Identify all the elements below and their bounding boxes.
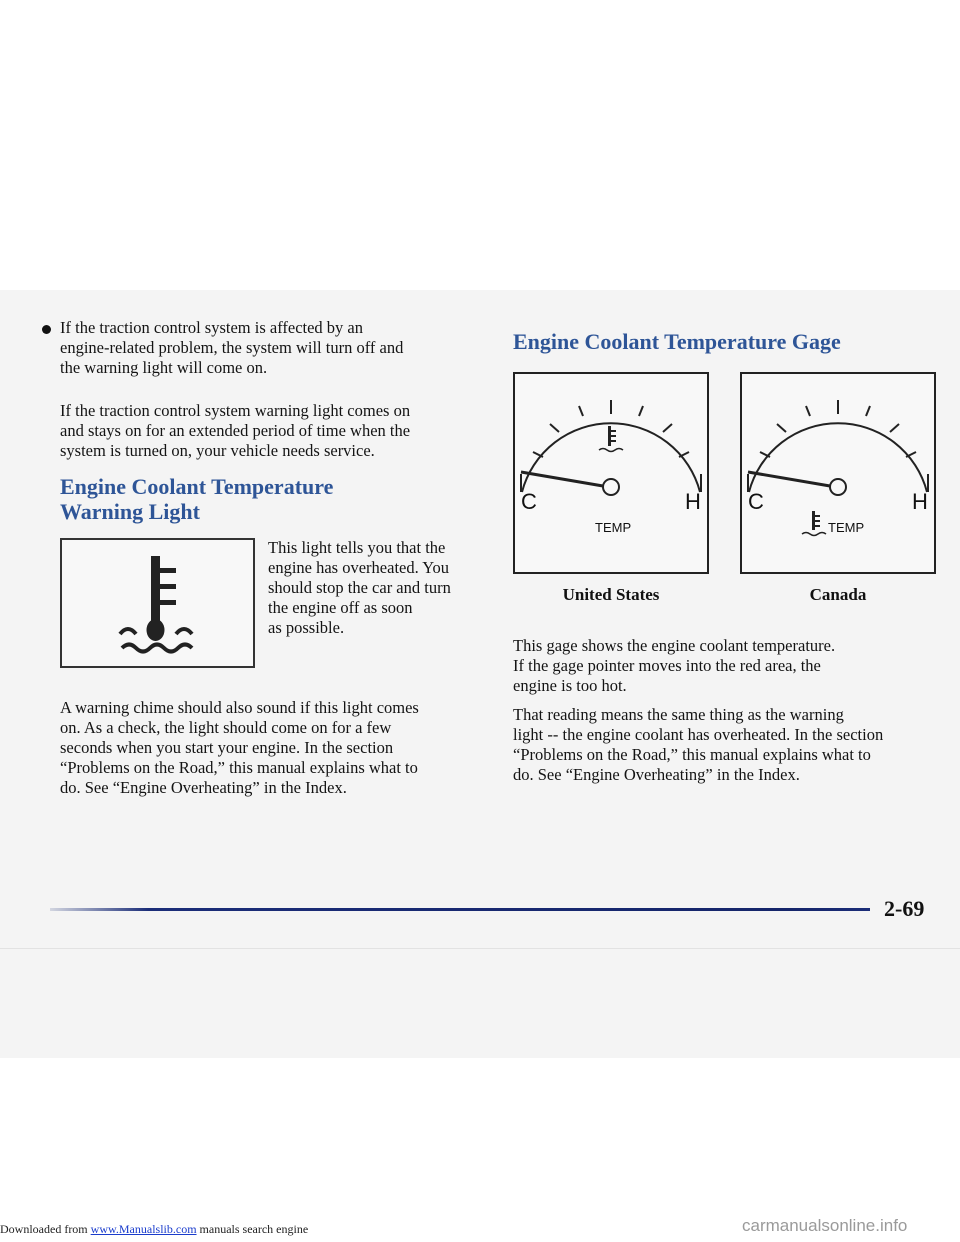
paragraph-line: seconds when you start your engine. In the section [60, 738, 394, 757]
bullet-line: the warning light will come on. [60, 358, 268, 377]
divider [0, 948, 960, 949]
gage-paragraph-1 [513, 636, 943, 696]
cold-label: C [748, 489, 764, 514]
cold-label: C [521, 489, 537, 514]
description-line: engine has overheated. You [268, 558, 450, 577]
paragraph-line: A warning chime should also sound if this light comes [60, 698, 419, 717]
heading-line-2: Warning Light [60, 499, 200, 524]
warning-light-description [268, 538, 483, 638]
gauge-united-states [513, 372, 709, 574]
footer-rule [50, 908, 870, 911]
description-line: as possible. [268, 618, 345, 637]
paragraph-line: “Problems on the Road,” this manual explains what to [513, 745, 871, 764]
gage-heading: Engine Coolant Temperature Gage [513, 329, 841, 354]
paragraph-line: “Problems on the Road,” this manual explains what to [60, 758, 418, 777]
small-coolant-icon [802, 511, 826, 536]
manualslib-link[interactable]: www.Manualslib.com [90, 1222, 197, 1236]
hot-label: H [685, 489, 701, 514]
paragraph-line: and stays on for an extended period of time when the [60, 421, 411, 440]
warning-chime-paragraph [60, 698, 485, 798]
temperature-gauge-dial [515, 374, 707, 572]
traction-paragraph [60, 401, 480, 461]
heading-line-1: Engine Coolant Temperature [60, 474, 334, 499]
caption-canada: Canada [809, 585, 867, 604]
small-coolant-icon [599, 426, 623, 452]
temp-label: TEMP [828, 520, 865, 535]
paragraph-line: If the traction control system warning light comes on [60, 401, 411, 420]
temp-label: TEMP [595, 520, 632, 535]
bullet-line: If the traction control system is affected by an [60, 318, 364, 337]
gauge-canada [740, 372, 936, 574]
gage-paragraph-2 [513, 705, 948, 785]
bullet-line: engine-related problem, the system will turn off and [60, 338, 404, 357]
paragraph-line: system is turned on, your vehicle needs service. [60, 441, 375, 460]
bullet-dot [42, 325, 51, 334]
bullet-text [60, 318, 480, 378]
warning-light-icon-box [60, 538, 255, 668]
paragraph-line: do. See “Engine Overheating” in the Index. [60, 778, 347, 797]
description-line: the engine off as soon [268, 598, 413, 617]
paragraph-line: This gage shows the engine coolant temperature. [513, 636, 836, 655]
description-line: should stop the car and turn [268, 578, 451, 597]
description-line: This light tells you that the [268, 538, 446, 557]
paragraph-line: engine is too hot. [513, 676, 627, 695]
hot-label: H [912, 489, 928, 514]
paragraph-line: If the gage pointer moves into the red area, the [513, 656, 821, 675]
paragraph-line: do. See “Engine Overheating” in the Index. [513, 765, 800, 784]
page-number: 2-69 [884, 896, 925, 921]
temperature-gauge-dial [742, 374, 934, 572]
paragraph-line: light -- the engine coolant has overheated. In the section [513, 725, 884, 744]
caption-united-states: United States [562, 585, 660, 604]
watermark: carmanualsonline.info [742, 1216, 908, 1235]
download-notice [0, 1222, 308, 1237]
paragraph-line: That reading means the same thing as the warning [513, 705, 844, 724]
warning-light-heading [60, 474, 333, 524]
coolant-temperature-icon [62, 540, 253, 666]
download-prefix: Downloaded from [0, 1222, 91, 1236]
download-suffix: manuals search engine [196, 1222, 309, 1236]
paragraph-line: on. As a check, the light should come on for a few [60, 718, 392, 737]
